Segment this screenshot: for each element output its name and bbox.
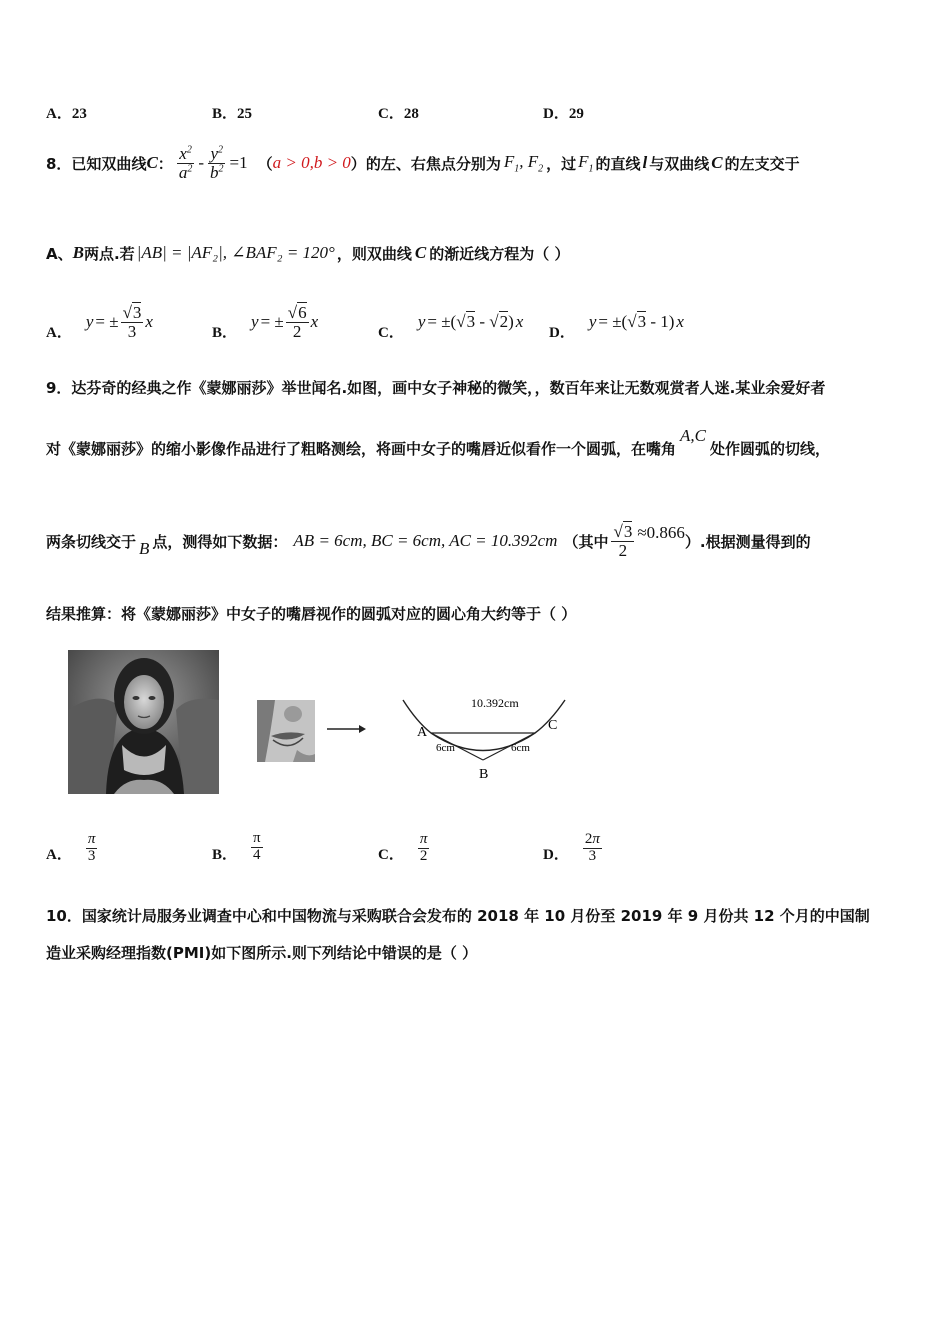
q8-line2-a: A、 bbox=[46, 244, 73, 263]
q8-foci: $F_1$, $F_2$ bbox=[503, 151, 544, 175]
q8-stem-line1: 8．已知双曲线 C ： $\frac{x^2}{a^2}$ - $\frac{y^2}{b^2}$ =1 （ a > 0,b > 0 ） 的左、右焦点分别为 $F_1$, $F_2$ ，过 $F_1$ 的直线 l 与双曲线 C 的左支交于 bbox=[46, 143, 800, 182]
q8-condition-2: |AB| = |AF₂|, ∠BAF₂ = 120° bbox=[136, 243, 335, 262]
bc-length-label: 6cm bbox=[511, 742, 530, 754]
q8-option-c-label: C． bbox=[378, 325, 404, 341]
q8-c-var: C bbox=[146, 153, 158, 172]
q7-option-b bbox=[212, 102, 252, 123]
q9-sqrt3-over-2: $\frac{√3}{2}$ bbox=[613, 521, 633, 560]
q9-line3-data: AB = 6cm, BC = 6cm, AC = 10.392cm bbox=[293, 531, 558, 550]
q9-option-d-label: D． bbox=[543, 847, 569, 863]
q9-line3-end: ）.根据测量得到的 bbox=[684, 532, 811, 551]
q9-option-c-label: C． bbox=[378, 847, 404, 863]
q7-option-c-label: C． bbox=[378, 106, 404, 122]
q8-option-c: C． y = ±(√3 - √2) x bbox=[378, 312, 524, 341]
q7-option-d-label: D． bbox=[543, 106, 569, 122]
q8-option-b: B． y = ± $\frac{√6}{2}$ x bbox=[212, 302, 319, 341]
q8-text2: ，过 bbox=[546, 154, 577, 173]
q9-stem-line1: 9．达芬奇的经典之作《蒙娜丽莎》举世闻名.如图，画中女子神秘的微笑，，数百年来让无数观赏者人迷.某业余爱好者 bbox=[46, 379, 826, 397]
q7-option-a-label: A． bbox=[46, 106, 72, 122]
lip-arc-diagram bbox=[395, 690, 575, 785]
q10-stem-line1: 10．国家统计局服务业调查中心和中国物流与采购联合会发布的 2018 年 10 月份至 2019 年 9 月份共 12 个月的中国制 bbox=[46, 907, 870, 925]
q9-line2-vars: A,C bbox=[680, 426, 706, 445]
q7-option-c bbox=[378, 102, 419, 123]
q9-line3-start: 两条切线交于 bbox=[46, 532, 137, 551]
q7-option-c-value: 28 bbox=[403, 106, 419, 122]
q8-option-d-label: D． bbox=[549, 325, 575, 341]
q9-line3-paren: （其中 bbox=[563, 532, 609, 551]
q7-option-a bbox=[46, 102, 87, 123]
q8-l-var: l bbox=[642, 153, 648, 172]
point-c-label: C bbox=[548, 718, 558, 733]
q8-option-b-label: B． bbox=[212, 325, 238, 341]
q8-prefix: 8．已知双曲线 bbox=[46, 154, 147, 173]
q8-hyperbola-x-term: $\frac{x^2}{a^2}$ bbox=[178, 143, 193, 182]
q9-line3-var: B bbox=[139, 539, 150, 558]
q9-stem-line3 bbox=[46, 515, 811, 567]
q8-line2-b: B bbox=[72, 243, 84, 262]
q8-line2-end2: 的渐近线方程为（ ） bbox=[429, 244, 570, 263]
point-a-label: A bbox=[417, 725, 428, 740]
q8-option-d: D． y = ±(√3 - 1) x bbox=[549, 312, 684, 341]
q8-f1: $F_1$ bbox=[578, 151, 594, 175]
ac-length-label: 10.392cm bbox=[471, 696, 519, 710]
q7-option-d bbox=[543, 102, 584, 123]
q8-text1: 的左、右焦点分别为 bbox=[365, 154, 501, 173]
q7-option-a-value: 23 bbox=[71, 106, 87, 122]
q9-line3-text: 点，测得如下数据： bbox=[152, 532, 288, 551]
q8-hyperbola-y-term: $\frac{y^2}{b^2}$ bbox=[209, 143, 224, 182]
q8-cond-open: （ bbox=[257, 154, 273, 173]
q7-option-b-label: B． bbox=[212, 106, 238, 122]
q10-stem-line2: 造业采购经理指数(PMI)如下图所示.则下列结论中错误的是（ ） bbox=[46, 944, 478, 962]
q8-c-var-2: C bbox=[711, 153, 723, 172]
point-b-label: B bbox=[479, 767, 489, 782]
q9-option-d: D． $\frac{2\pi}{3}$ bbox=[543, 830, 600, 864]
ab-length-label: 6cm bbox=[436, 742, 455, 754]
q8-cond-close: ） bbox=[350, 154, 366, 173]
q9-option-b-label: B． bbox=[212, 847, 238, 863]
q8-line2-text: 两点.若 bbox=[83, 244, 135, 263]
q8-eq-rhs: =1 bbox=[229, 153, 248, 172]
q7-option-b-value: 25 bbox=[237, 106, 253, 122]
q9-option-a: A． $\frac{\pi}{3}$ bbox=[46, 830, 96, 864]
q9-stem-line2 bbox=[46, 428, 830, 468]
q9-line2-end: 处作圆弧的切线， bbox=[710, 439, 831, 458]
q9-line2-text: 对《蒙娜丽莎》的缩小影像作品进行了粗略测绘，将画中女子的嘴唇近似看作一个圆弧，在嘴角 bbox=[46, 439, 677, 458]
q9-option-b: B． $\frac{\pi}{4}$ bbox=[212, 829, 261, 863]
q8-text5: 的左支交于 bbox=[724, 154, 800, 173]
q8-colon: ： bbox=[157, 154, 173, 173]
q7-option-d-value: 29 bbox=[568, 106, 584, 122]
q9-line3-approx: ≈0.866 bbox=[637, 523, 685, 542]
q9-stem-line4: 结果推算：将《蒙娜丽莎》中女子的嘴唇视作的圆弧对应的圆心角大约等于（ ） bbox=[46, 605, 577, 623]
lips-closeup-image bbox=[257, 700, 315, 762]
q8-stem-line2 bbox=[46, 236, 569, 270]
q8-c-var-3: C bbox=[414, 243, 427, 262]
q8-text3: 的直线 bbox=[595, 154, 641, 173]
right-arrow-icon bbox=[326, 722, 366, 736]
q9-option-c: C． $\frac{\pi}{2}$ bbox=[378, 830, 428, 864]
mona-lisa-image bbox=[68, 650, 219, 794]
q9-option-a-label: A． bbox=[46, 847, 72, 863]
q8-text4: 与双曲线 bbox=[649, 154, 710, 173]
q8-line2-end: ，则双曲线 bbox=[336, 244, 412, 263]
q8-option-a: A． y = ± $\frac{√3}{3}$ x bbox=[46, 302, 153, 341]
q8-condition: a > 0,b > 0 bbox=[272, 153, 351, 172]
q8-option-a-label: A． bbox=[46, 325, 72, 341]
